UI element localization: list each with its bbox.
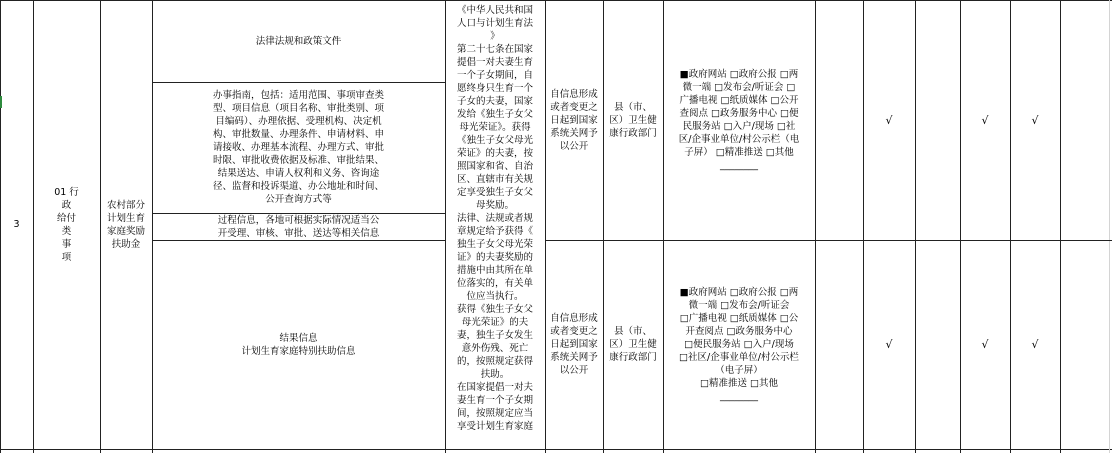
item-name: 农村部分 计划生育 家庭奖励 扶助金 <box>106 199 145 250</box>
content-process-cell <box>152 213 445 240</box>
channel-top-cell <box>663 0 815 240</box>
row-number-cell <box>0 0 33 449</box>
check-cell-bottom-1 <box>863 240 915 449</box>
check-cell-bottom-3 <box>1010 240 1060 449</box>
channel-top: ■政府网站 □政府公报 □两 微一端 □发布会/听证会 □ 广播电视 □纸质媒体 □公开 查阅点 □政务服务中心 □便 民服务站 □入户/现场 □社 区/企事业单位/村公示栏（电 子屏） □精准推送 □其他 ________ <box>678 69 800 171</box>
content-guide-cell <box>152 82 445 213</box>
check-mark: √ <box>981 113 989 127</box>
content-laws: 法律法规和政策文件 <box>255 35 342 47</box>
check-mark: √ <box>885 338 893 351</box>
category-cell <box>33 0 100 449</box>
check-mark: √ <box>885 113 893 127</box>
basis-cell <box>445 4 545 449</box>
time-limit-top-cell <box>545 0 603 240</box>
check-cell-top-3 <box>1010 0 1060 240</box>
content-result: 结果信息 计划生育家庭特别扶助信息 <box>241 332 356 357</box>
channel-bottom-cell <box>663 240 815 449</box>
content-laws-cell <box>152 0 445 82</box>
row-number: 3 <box>13 219 20 230</box>
check-mark: √ <box>1031 338 1039 351</box>
subject-top-cell <box>603 0 663 240</box>
subject-bottom: 县（市、 区）卫生健 康行政部门 <box>609 326 657 363</box>
basis-text: 《中华人民共和国 人口与计划生育法 》 第二十七条在国家 提倡一对夫妻生育 一个子女期间，自 愿终身只生育一个 子女的夫妻，国家 发给《独生子女父 母光荣证》。获得 《独生子女父母光 荣证》的夫妻，按 照国家和省、自治 区、直辖市有关规 定享受独生子女父 母奖励。 法律、法规或者规 章规定给予获得《 独生子女父母光荣 证》的夫妻奖励的 措施中由其所在单 位落实的，有关单 位应当执行。 获得《独生子女父 母光荣证》的夫 妻，独生子女发生 意外伤残、死亡 的，按照规定获得 扶助。 在国家提倡一对夫 妻生育一个子女期 间，按照规定应当 享受计划生育家庭 <box>456 5 533 432</box>
item-name-cell <box>100 0 152 449</box>
time-limit-bottom: 自信息形成 或者变更之 日起到国家 系统关网予 以公开 <box>550 313 598 376</box>
check-cell-bottom-2 <box>960 240 1010 449</box>
channel-bottom: ■政府网站 □政府公报 □两 微一端 □发布会/听证会 □广播电视 □纸质媒体 □公 开查阅点 □政务服务中心 □便民服务站 □入户/现场 □社区/企事业单位/村公示栏 （电子屏） □精准推送 □其他 ________ <box>679 287 799 402</box>
subject-bottom-cell <box>603 240 663 449</box>
content-process: 过程信息，各地可根据实际情况适当公 开受理、审核、审批、送达等相关信息 <box>217 215 380 239</box>
check-mark: √ <box>1031 113 1039 127</box>
time-limit-top: 自信息形成 或者变更之 日起到国家 系统关网予 以公开 <box>550 88 598 152</box>
check-cell-top-2 <box>960 0 1010 240</box>
check-cell-top-1 <box>863 0 915 240</box>
content-guide: 办事指南，包括：适用范围、事项审查类 型、项目信息（项目名称、审批类别、项 目编码）、办理依据、受理机构、决定机 构、审批数量、办理条件、申请材料、申 请接收、办理基本流程、办理方式、审批 时限、审批收费依据及标准、审批结果、 结果送达、申请人权利和义务、咨询途 径、监督和投诉渠道、办公地址和时间、 公开查询方式等 <box>212 90 384 205</box>
check-mark: √ <box>981 338 989 351</box>
time-limit-bottom-cell <box>545 240 603 449</box>
category-label: 01 行 政 给付 类 事 项 <box>54 186 79 263</box>
subject-top: 县（市、 区）卫生健 康行政部门 <box>609 101 657 139</box>
content-result-cell <box>152 240 445 449</box>
